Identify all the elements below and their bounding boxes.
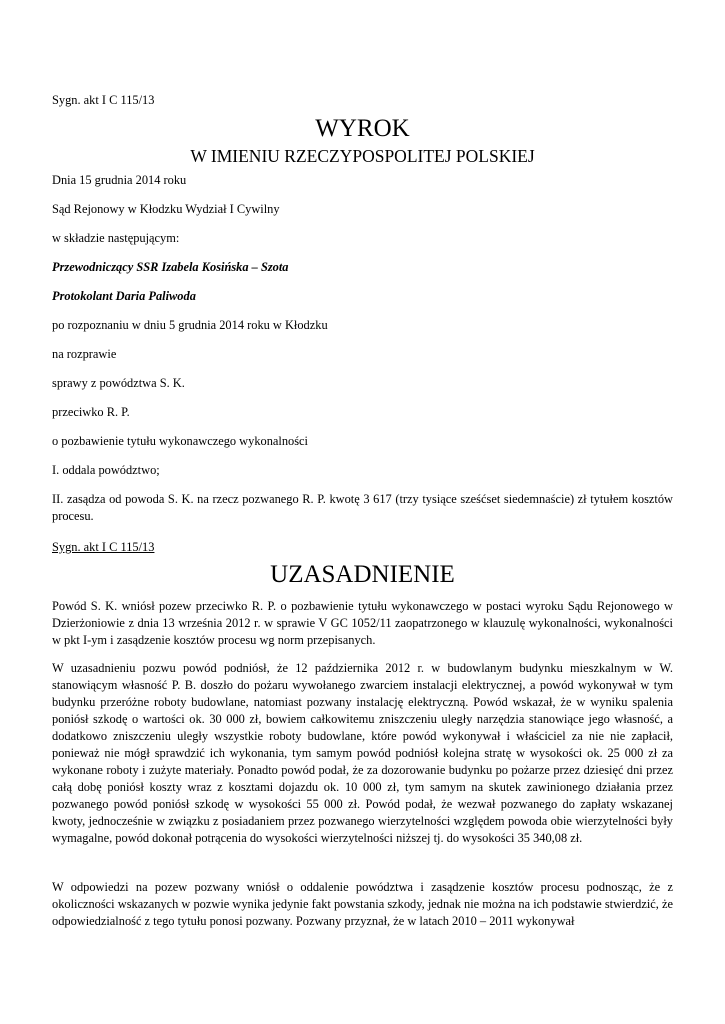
case-signature-top: Sygn. akt I C 115/13 bbox=[52, 93, 155, 107]
hearing-type: na rozprawie bbox=[52, 347, 117, 361]
verdict-point-2: II. zasądza od powoda S. K. na rzecz pozwanego R. P. kwotę 3 617 (trzy tysiące sześćset siedemnaście) zł tytułem kosztów procesu. bbox=[52, 492, 673, 523]
court-clerk: Protokolant Daria Paliwoda bbox=[52, 289, 196, 303]
presiding-judge: Przewodniczący SSR Izabela Kosińska – Szota bbox=[52, 260, 289, 274]
judgment-title: WYROK bbox=[315, 115, 410, 142]
case-signature-bottom: Sygn. akt I C 115/13 bbox=[52, 540, 155, 554]
case-subject: o pozbawienie tytułu wykonawczego wykonalności bbox=[52, 434, 309, 448]
judgment-subtitle: W IMIENIU RZECZYPOSPOLITEJ POLSKIEJ bbox=[190, 146, 535, 166]
justification-paragraph-2: W uzasadnieniu pozwu powód podniósł, że 12 października 2012 r. w budowlanym budynku mieszkalnym w W. stanowiącym własność P. B. doszło do pożaru wywołanego zwarciem instalacji elektrycznej, a powód wykonywał w tym budynku przeróżne roboty budowlane, natomiast pozwany instalację elektryczną. Powód wskazał, że w wyniku spalenia poniósł szkodę o wartości ok. 30 000 zł, bowiem całkowitemu zniszczeniu uległy narzędzia stanowiące jego własność, a dodatkowo zniszczeniu uległy wszystkie roboty budowlane, które powód wykonywał i właściciel za nie nie zapłacił, ponieważ nie mógł sprawdzić ich wykonania, tym samym powód podniósł kolejna stratę w wysokości ok. 25 000 zł za wykonane roboty i zużyte materiały. Ponadto powód podał, że za dozorowanie budynku po pożarze przez dziesięć dni przez całą dobę poniósł koszty wraz z kosztami dojazdu ok. 10 000 zł, tym samym na skutek zawinionego działania przez pozwanego powód poniósł szkodę w wysokości 55 000 zł. Powód podał, że wezwał pozwanego do zapłaty wskazanej kwoty, jednocześnie w związku z posiadaniem przez pozwanego wierzytelności względem powoda obie wierzytelności były wymagalne, powód dokonał potrącenia do wysokości wierzytelności niższej tj. do wysokości 35 340,08 zł. bbox=[52, 661, 673, 845]
justification-paragraph-3: W odpowiedzi na pozew pozwany wniósł o oddalenie powództwa i zasądzenie kosztów procesu podnosząc, że z okoliczności wskazanych w pozwie wynika jedynie fakt powstania szkody, jednak nie można na ich podstawie stwierdzić, że odpowiedzialność z tego tytułu ponosi pozwany. Pozwany przyznał, że w latach 2010 – 2011 wykonywał bbox=[52, 880, 673, 928]
case-plaintiff: sprawy z powództwa S. K. bbox=[52, 376, 185, 390]
hearing-info: po rozpoznaniu w dniu 5 grudnia 2014 roku w Kłodzku bbox=[52, 318, 328, 332]
case-defendant: przeciwko R. P. bbox=[52, 405, 130, 419]
court-name: Sąd Rejonowy w Kłodzku Wydział I Cywilny bbox=[52, 202, 280, 216]
judgment-date: Dnia 15 grudnia 2014 roku bbox=[52, 173, 187, 187]
verdict-point-1: I. oddala powództwo; bbox=[52, 463, 160, 477]
composition-intro: w składzie następującym: bbox=[52, 231, 180, 245]
justification-paragraph-1: Powód S. K. wniósł pozew przeciwko R. P. o pozbawienie tytułu wykonawczego w postaci wyroku Sądu Rejonowego w Dzierżoniowie z dnia 13 września 2012 r. w sprawie V GC 1052/11 zaopatrzonego w klauzulę wykonalności, wykonalności w pkt I-ym i zasądzenie kosztów procesu wg norm przepisanych. bbox=[52, 599, 673, 647]
justification-title: UZASADNIENIE bbox=[270, 561, 455, 588]
